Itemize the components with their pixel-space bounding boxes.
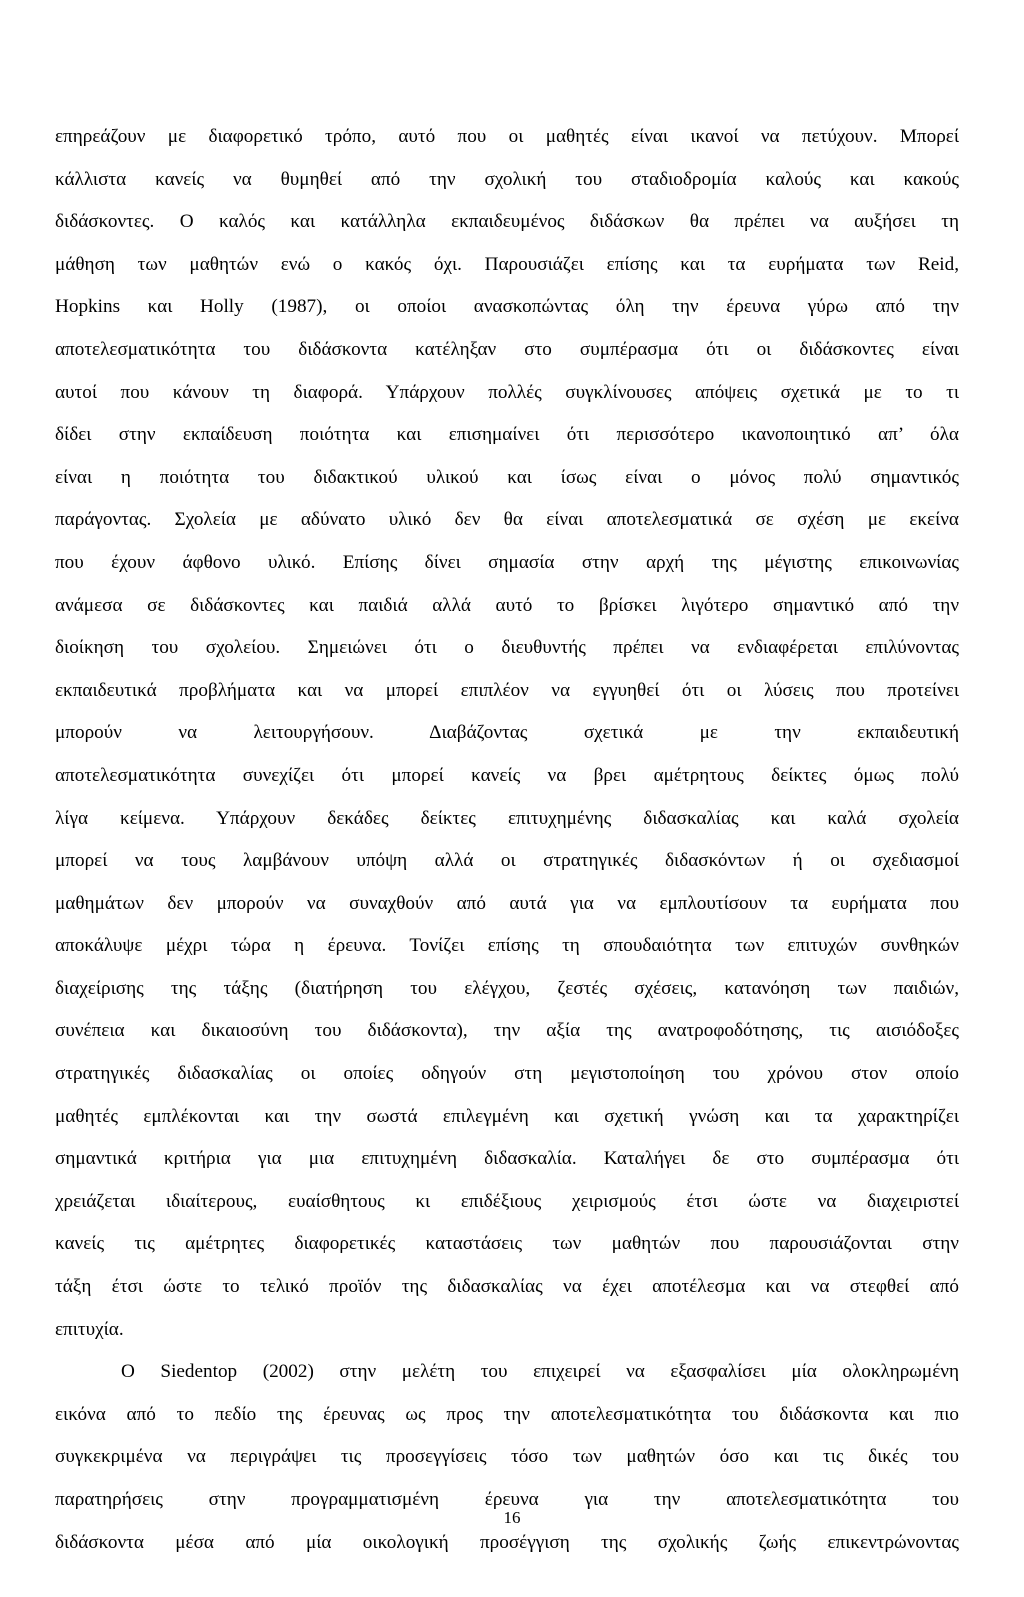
text-line: επιτυχία. bbox=[55, 1318, 124, 1340]
text-line: διδάσκοντες. Ο καλός και κατάλληλα εκπαιδευμένος διδάσκων θα πρέπει να αυξήσει τη bbox=[55, 211, 959, 233]
text-line: ανάμεσα σε διδάσκοντες και παιδιά αλλά αυτό το βρίσκει λιγότερο σημαντικό από την bbox=[55, 594, 959, 616]
text-line: λίγα κείμενα. Υπάρχουν δεκάδες δείκτες επιτυχημένης διδασκαλίας και καλά σχολεία bbox=[55, 807, 959, 829]
text-line: αποκάλυψε μέχρι τώρα η έρευνα. Τονίζει επίσης τη σπουδαιότητα των επιτυχών συνθηκών bbox=[55, 935, 959, 957]
text-line: μπορούν να λειτουργήσουν. Διαβάζοντας σχετικά με την εκπαιδευτική bbox=[55, 722, 959, 744]
text-line: αποτελεσματικότητα συνεχίζει ότι μπορεί κανείς να βρει αμέτρητους δείκτες όμως πολύ bbox=[55, 764, 959, 786]
text-line: τάξη έτσι ώστε το τελικό προϊόν της διδασκαλίας να έχει αποτέλεσμα και να στεφθεί από bbox=[55, 1276, 959, 1298]
text-line: εκπαιδευτικά προβλήματα και να μπορεί επιπλέον να εγγυηθεί ότι οι λύσεις που προτείνει bbox=[55, 679, 959, 701]
text-line: Hopkins και Holly (1987), οι οποίοι ανασκοπώντας όλη την έρευνα γύρω από την bbox=[55, 296, 959, 318]
text-line: διδάσκοντα μέσα από μία οικολογική προσέγγιση της σχολικής ζωής επικεντρώνοντας bbox=[55, 1531, 959, 1553]
text-line: αποτελεσματικότητα του διδάσκοντα κατέληξαν στο συμπέρασμα ότι οι διδάσκοντες είναι bbox=[55, 338, 959, 360]
text-line: είναι η ποιότητα του διδακτικού υλικού και ίσως είναι ο μόνος πολύ σημαντικός bbox=[55, 466, 959, 488]
text-line: παρατηρήσεις στην προγραμματισμένη έρευνα για την αποτελεσματικότητα του bbox=[55, 1489, 959, 1510]
text-line: δίδει στην εκπαίδευση ποιότητα και επισημαίνει ότι περισσότερο ικανοποιητικό απ’ όλα bbox=[55, 424, 959, 446]
text-line: που έχουν άφθονο υλικό. Επίσης δίνει σημασία στην αρχή της μέγιστης επικοινωνίας bbox=[55, 551, 959, 573]
paragraph-1 bbox=[55, 116, 959, 1351]
body-text bbox=[55, 116, 959, 1564]
text-line: αυτοί που κάνουν τη διαφορά. Υπάρχουν πολλές συγκλίνουσες απόψεις σχετικά με το τι bbox=[55, 381, 959, 403]
text-line: κάλλιστα κανείς να θυμηθεί από την σχολική του σταδιοδρομία καλούς και κακούς bbox=[55, 168, 959, 190]
text-line: Ο Siedentop (2002) στην μελέτη του επιχειρεί να εξασφαλίσει μία ολοκληρωμένη bbox=[121, 1361, 959, 1383]
text-line: χρειάζεται ιδιαίτερους, ευαίσθητους κι επιδέξιους χειρισμούς έτσι ώστε να διαχειριστεί bbox=[55, 1190, 959, 1212]
text-line: διαχείρισης της τάξης (διατήρηση του ελέγχου, ζεστές σχέσεις, κατανόηση των παιδιών, bbox=[55, 977, 959, 999]
page-number: 16 bbox=[503, 1508, 521, 1527]
text-line: επηρεάζουν με διαφορετικό τρόπο, αυτό που οι μαθητές είναι ικανοί να πετύχουν. Μπορεί bbox=[55, 126, 959, 147]
text-line: μαθημάτων δεν μπορούν να συναχθούν από αυτά για να εμπλουτίσουν τα ευρήματα που bbox=[55, 892, 959, 914]
paragraph-2 bbox=[55, 1351, 959, 1564]
text-line: σημαντικά κριτήρια για μια επιτυχημένη διδασκαλία. Καταλήγει δε στο συμπέρασμα ότι bbox=[55, 1148, 959, 1170]
text-line: συγκεκριμένα να περιγράψει τις προσεγγίσεις τόσο των μαθητών όσο και τις δικές του bbox=[55, 1446, 959, 1468]
text-line: μάθηση των μαθητών ενώ ο κακός όχι. Παρουσιάζει επίσης και τα ευρήματα των Reid, bbox=[55, 253, 959, 275]
text-line: κανείς τις αμέτρητες διαφορετικές καταστάσεις των μαθητών που παρουσιάζονται στην bbox=[55, 1233, 959, 1255]
text-line: εικόνα από το πεδίο της έρευνας ως προς την αποτελεσματικότητα του διδάσκοντα και πιο bbox=[55, 1403, 959, 1425]
text-line: στρατηγικές διδασκαλίας οι οποίες οδηγούν στη μεγιστοποίηση του χρόνου στον οποίο bbox=[55, 1063, 959, 1085]
text-line: συνέπεια και δικαιοσύνη του διδάσκοντα), την αξία της ανατροφοδότησης, τις αισιόδοξες bbox=[55, 1020, 959, 1042]
text-line: παράγοντας. Σχολεία με αδύνατο υλικό δεν θα είναι αποτελεσματικά σε σχέση με εκείνα bbox=[55, 509, 959, 531]
text-line: διοίκηση του σχολείου. Σημειώνει ότι ο διευθυντής πρέπει να ενδιαφέρεται επιλύνοντας bbox=[55, 637, 959, 659]
text-line: μπορεί να τους λαμβάνουν υπόψη αλλά οι στρατηγικές διδασκόντων ή οι σχεδιασμοί bbox=[55, 850, 959, 872]
text-line: μαθητές εμπλέκονται και την σωστά επιλεγμένη και σχετική γνώση και τα χαρακτηρίζει bbox=[55, 1105, 959, 1127]
